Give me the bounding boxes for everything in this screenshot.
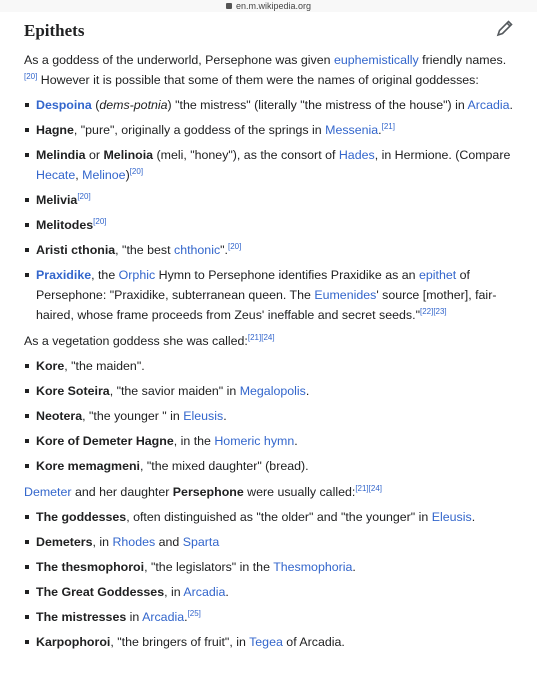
bullet-icon <box>25 128 29 132</box>
bullet-icon <box>25 103 29 107</box>
citation[interactable]: [25] <box>187 608 201 618</box>
citation[interactable]: [21][24] <box>355 483 382 493</box>
article-section <box>24 12 515 652</box>
epithet-name: Melinoia <box>103 148 154 162</box>
intro-text: As a goddess of the underworld, Persephone was given <box>24 53 334 67</box>
bullet-icon <box>25 590 29 594</box>
link-despoina[interactable]: Despoina <box>36 98 92 112</box>
link-eleusis[interactable]: Eleusis <box>431 510 472 524</box>
citation[interactable]: [22][23] <box>419 306 447 316</box>
bullet-icon <box>25 515 29 519</box>
section-heading: Epithets <box>24 21 85 40</box>
citation[interactable]: [20] <box>129 166 144 176</box>
epithet-name: Neotera <box>36 409 83 423</box>
intro-paragraph <box>24 50 515 90</box>
bullet-icon <box>25 640 29 644</box>
citation[interactable]: [21] <box>381 121 395 131</box>
list-item: Kore, "the maiden". <box>24 356 515 376</box>
link-epithet[interactable]: epithet <box>418 268 457 282</box>
bullet-icon <box>25 389 29 393</box>
link-thesmophoria[interactable]: Thesmophoria <box>273 560 353 574</box>
link-melinoe[interactable]: Melinoe <box>82 168 126 182</box>
list-item: Aristi cthonia, "the best chthonic".[20] <box>24 240 515 260</box>
list-item: Neotera, "the younger " in Eleusis. <box>24 406 515 426</box>
bullet-icon <box>25 540 29 544</box>
link-orphic[interactable]: Orphic <box>118 268 156 282</box>
italic-text: dems-potnia <box>99 98 168 112</box>
epithet-name: Karpophoroi <box>36 635 111 649</box>
list-item: Demeters, in Rhodes and Sparta <box>24 532 515 552</box>
citation[interactable]: [20] <box>24 71 38 81</box>
epithet-name: The goddesses <box>36 510 127 524</box>
epithet-name: The thesmophoroi <box>36 560 145 574</box>
bullet-icon <box>25 248 29 252</box>
link-arcadia[interactable]: Arcadia <box>467 98 510 112</box>
link-hades[interactable]: Hades <box>338 148 375 162</box>
epithet-name: Hagne <box>36 123 74 137</box>
vegetation-intro: As a vegetation goddess she was called:[21][24] <box>24 332 275 348</box>
browser-url-bar[interactable] <box>0 0 537 12</box>
underworld-epithets-list <box>24 95 515 325</box>
epithet-name: Aristi cthonia <box>36 243 116 257</box>
link-demeter[interactable]: Demeter <box>24 485 72 499</box>
bullet-icon <box>25 565 29 569</box>
link-hecate[interactable]: Hecate <box>36 168 76 182</box>
bullet-icon <box>25 153 29 157</box>
link-praxidike[interactable]: Praxidike <box>36 268 92 282</box>
pencil-edit-icon[interactable] <box>495 18 515 38</box>
link-sparta[interactable]: Sparta <box>182 535 220 549</box>
link-homeric-hymn[interactable]: Homeric hymn <box>214 434 295 448</box>
joint-epithets-list <box>24 507 515 652</box>
epithet-name: Persephone <box>172 485 244 499</box>
list-item: Kore Soteira, "the savior maiden" in Megalopolis. <box>24 381 515 401</box>
list-item: The mistresses in Arcadia.[25] <box>24 607 515 627</box>
bullet-icon <box>25 615 29 619</box>
list-item: Karpophoroi, "the bringers of fruit", in Tegea of Arcadia. <box>24 632 515 652</box>
epithet-name: The mistresses <box>36 610 127 624</box>
lock-icon <box>226 3 232 9</box>
list-item: The thesmophoroi, "the legislators" in the Thesmophoria. <box>24 557 515 577</box>
url-text: en.m.wikipedia.org <box>235 1 312 11</box>
citation[interactable]: [20] <box>77 191 91 201</box>
link-messenia[interactable]: Messenia <box>325 123 379 137</box>
epithet-name: Demeters <box>36 535 93 549</box>
link-chthonic[interactable]: chthonic <box>174 243 221 257</box>
epithet-name: Kore <box>36 359 65 373</box>
bullet-icon <box>25 364 29 368</box>
link-arcadia[interactable]: Arcadia <box>183 585 226 599</box>
bullet-icon <box>25 223 29 227</box>
citation[interactable]: [20] <box>93 216 107 226</box>
epithet-name: Kore Soteira <box>36 384 110 398</box>
intro-text: friendly names. <box>418 53 507 67</box>
list-item: The Great Goddesses, in Arcadia. <box>24 582 515 602</box>
link-eleusis[interactable]: Eleusis <box>183 409 224 423</box>
list-item <box>24 215 515 235</box>
epithet-name: The Great Goddesses <box>36 585 165 599</box>
bullet-icon <box>25 198 29 202</box>
bullet-icon <box>25 273 29 277</box>
epithet-name: Melivia <box>36 193 78 207</box>
list-item: Despoina (dems-potnia) "the mistress" (literally "the mistress of the house") in Arcadia. <box>24 95 515 115</box>
epithet-name: Melitodes <box>36 218 94 232</box>
link-eumenides[interactable]: Eumenides <box>314 288 377 302</box>
list-item: Melindia or Melinoia (meli, "honey"), as the consort of Hades, in Hermione. (Compare Hecate, Melinoe)[20] <box>24 145 515 185</box>
epithet-name: Kore of Demeter Hagne <box>36 434 174 448</box>
list-item: Praxidike, the Orphic Hymn to Persephone identifies Praxidike as an epithet of Persephone: "Praxidike, subterranean queen. The Eumenides' source [mother], fair-haired, whose frame proceeds from Zeus' ineffable and secret seeds."[22][23] <box>24 265 515 325</box>
epithet-name: Melindia <box>36 148 86 162</box>
bullet-icon <box>25 414 29 418</box>
link-arcadia[interactable]: Arcadia <box>142 610 185 624</box>
bullet-icon <box>25 464 29 468</box>
link-megalopolis[interactable]: Megalopolis <box>239 384 306 398</box>
list-item <box>24 190 515 210</box>
citation[interactable]: [21][24] <box>247 332 275 342</box>
link-tegea[interactable]: Tegea <box>249 635 283 649</box>
list-item: Kore of Demeter Hagne, in the Homeric hymn. <box>24 431 515 451</box>
epithet-name: Kore memagmeni <box>36 459 140 473</box>
link-euphemistically[interactable]: euphemistically <box>333 53 419 67</box>
list-item: Kore memagmeni, "the mixed daughter" (bread). <box>24 456 515 476</box>
link-rhodes[interactable]: Rhodes <box>112 535 156 549</box>
list-item: Hagne, "pure", originally a goddess of the springs in Messenia.[21] <box>24 120 515 140</box>
vegetation-epithets-list <box>24 356 515 476</box>
demeter-intro: Demeter and her daughter Persephone were usually called:[21][24] <box>24 483 382 499</box>
intro-text: However it is possible that some of them were the names of original goddesses: <box>37 73 479 87</box>
citation[interactable]: [20] <box>228 241 242 251</box>
bullet-icon <box>25 439 29 443</box>
list-item: The goddesses, often distinguished as "the older" and "the younger" in Eleusis. <box>24 507 515 527</box>
